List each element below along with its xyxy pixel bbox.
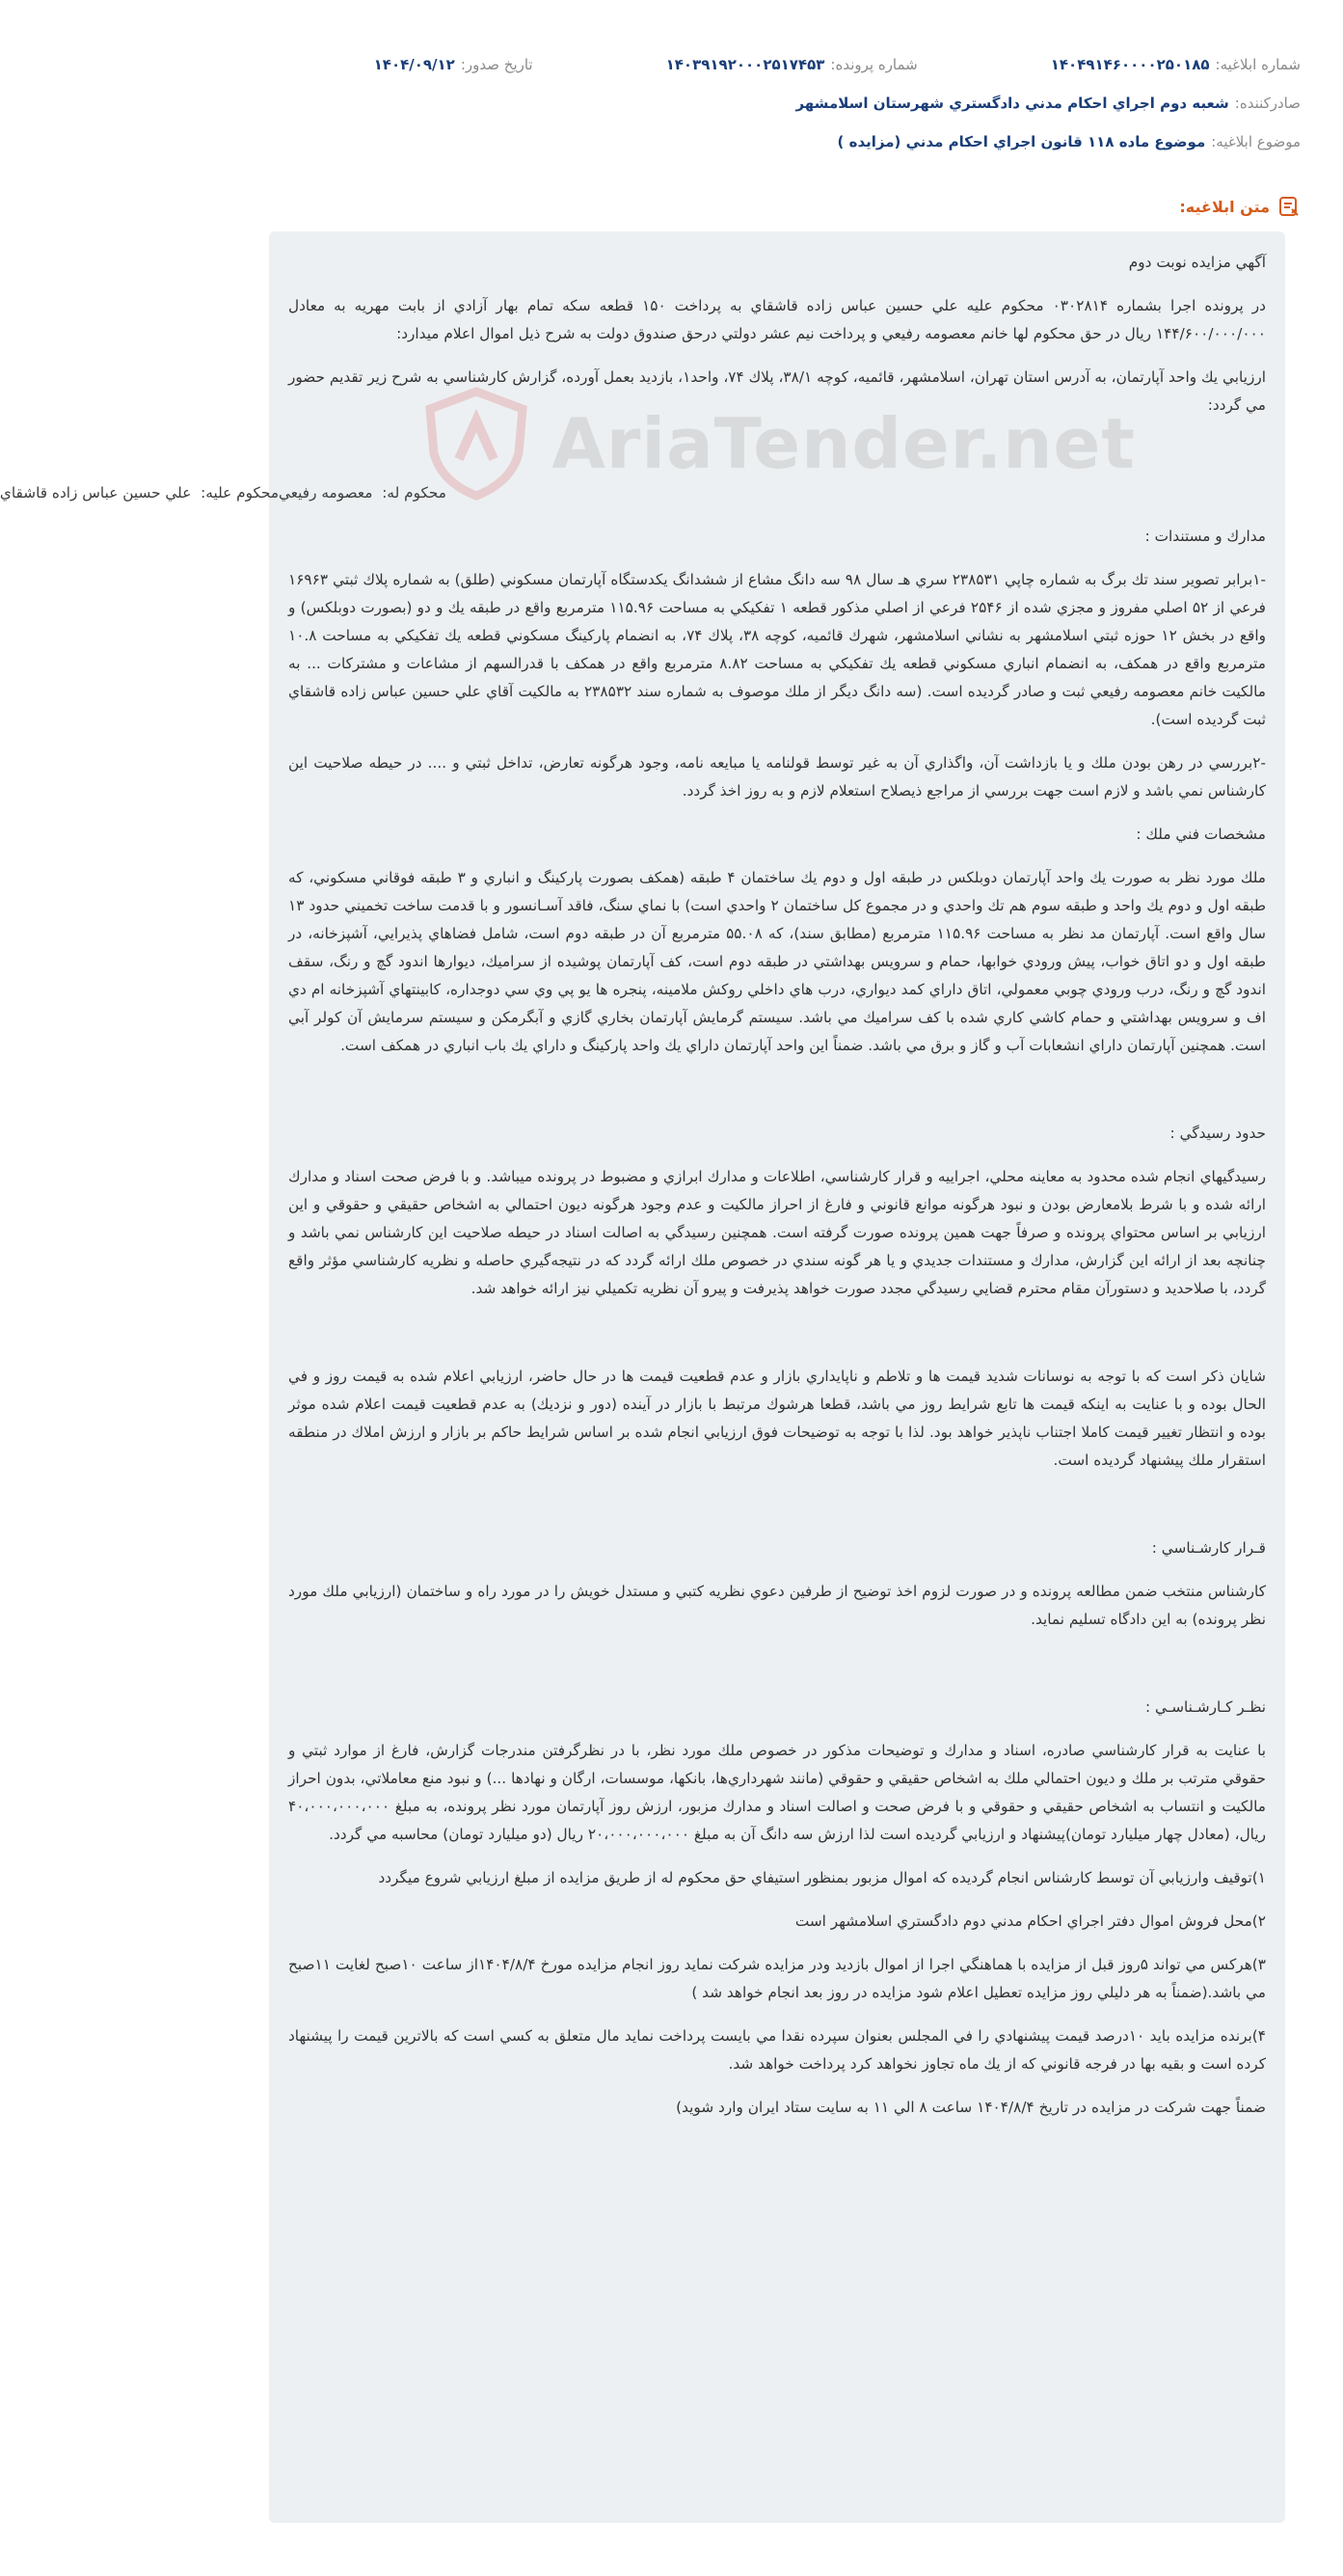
issuer-value: شعبه دوم اجراي احكام مدني دادگستري شهرستان اسلامشهر bbox=[795, 95, 1229, 112]
intro-paragraph: در پرونده اجرا بشماره ۰۳۰۲۸۱۴ محكوم عليه علي حسين عباس زاده قاشقاي به پرداخت ۱۵۰ قطعه سكه تمام بهار آزادي از بابت مهريه به معادل ۱۴۴/۶۰۰/۰۰۰/۰۰۰ ريال در حق محكوم لها خانم معصومه رفيعي و پرداخت نيم عشر دولتي درحق صندوق دولت به شرح ذيل اموال اعلام ميدارد: bbox=[288, 297, 1266, 342]
issue-date-value: ۱۴۰۴/۰۹/۱۲ bbox=[373, 56, 455, 73]
case-number-group bbox=[666, 56, 918, 73]
expert-opinion-heading: نظـر كـارشـناسـي : bbox=[1144, 1698, 1266, 1716]
issuer-row bbox=[254, 95, 1301, 112]
expert-order-paragraph: كارشناس منتخب ضمن مطالعه پرونده و در صورت لزوم اخذ توضيح از طرفين دعوي نظريه كتبي و مستدل خويش را در مورد راه و ساختمان (ارزيابي ملك مورد نظر پرونده) به اين دادگاه تسليم نمايد. bbox=[288, 1583, 1266, 1628]
condition-item-4: ۴)برنده مزايده بايد ۱۰درصد قيمت پيشنهادي را في المجلس بعنوان سپرده نقدا مي بايست پرداخت نمايد مال متعلق به كسي است كه بالاترين قيمت را پيشنهاد كرده است و بقيه بها در فرجه قانوني كه از يك ماه تجاوز نخواهد كرد پرداخت خواهد شد. bbox=[288, 2027, 1266, 2073]
watermark-text: AriaTender.net bbox=[551, 403, 1136, 484]
parties-row bbox=[0, 479, 1266, 507]
notice-content-box bbox=[0, 231, 1285, 2523]
plaintiff-label: محكوم له: bbox=[382, 484, 446, 502]
defendant-value: علي حسين عباس زاده قاشقاي bbox=[0, 484, 192, 502]
plaintiff-value: معصومه رفيعي bbox=[279, 484, 373, 502]
documents-item-2: -۲بررسي در رهن بودن ملك و يا بازداشت آن، واگذاري آن به غير توسط قولنامه يا مبايعه نامه، وجود هرگونه تعارض، تداخل ثبتي و .... در حيطه صلاحيت اين كارشناس نمي باشد و لازم است جهت بررسي از مراجع ذيصلاح استعلام لازم و به روز اخذ گردد. bbox=[288, 754, 1266, 800]
scope-paragraph: رسيدگيهاي انجام شده محدود به معاينه محلي، اجراييه و قرار كارشناسي، اطلاعات و مدارك ابرازي و مضبوط در پرونده ميباشد. و با فرض صحت اسناد و مدارك ارائه شده و با شرط بلامعارض بودن و نبود هرگونه موانع قانوني و فارغ از احراز مالكيت و عدم وجود هرگونه ديون احتمالي به اشخاص حقيقي و حقوقي و اين ارزيابي بر اساس محتواي پرونده و صرفاً جهت همين پرونده صورت گرفته است. همچنين رسيدگي به اصالت اسناد در حيطه صلاحيت اين كارشناس نمي باشد و چنانچه بعد از ارائه اين گزارش، مدارك و مستندات جديدي و يا هر گونه سندي در خصوص ملك ارائه گردد كه در نتيجه‌گيري حاصله و نظريه كارشناسي مؤثر واقع گردد، با صلاحديد و دستورآن مقام محترم قضايي رسيدگي مجدد صورت خواهد پذيرفت و پيرو آن نظريه تكميلي نيز ارائه خواهد شد. bbox=[288, 1168, 1266, 1297]
notice-document-icon bbox=[1277, 195, 1301, 218]
technical-specs-paragraph: ملك مورد نظر به صورت يك واحد آپارتمان دوبلكس در طبقه اول و دوم يك ساختمان ۴ طبقه (همكف بصورت پاركينگ و انباري و ۳ طبقه فوقاني مسكوني، كه طبقه اول و دوم يك واحد و طبقه سوم هم تك واحدي و در مجموع كل ساختمان ۲ واحدي است) با نماي سنگ، فاقد آسـانسور و با قدمت ساخت تخميني حدود ۱۳ سال واقع است. آپارتمان مد نظر به مساحت ۱۱۵.۹۶ مترمربع (مطابق سند)، كه ۵۵.۰۸ مترمربع آن در طبقه دوم است، شامل فضاهاي پذيرايي، آشپزخانه، در طبقه اول و دو اتاق خواب، پيش ورودي خوابها، حمام و سرويس بهداشتي در طبقه دوم است، كف آپارتمان پوشيده از سراميك، ديوارها اندود گچ و رنگ، سقف اندود گچ و رنگ، درب ورودي چوبي معمولي، اتاق داراي كمد ديواري، درب هاي داخلي روكش ملامينه، پنجره ها يو پي وي سي دوجداره، كابينتهاي آشپزخانه ام دي اف و سرويس بهداشتي و حمام كاشي كاري شده با كف سراميك مي باشد. سيستم گرمايش آپارتمان بخاري گازي و آبگرمكن و سيستم سرمايش آن كولر آبي است. همچنين آپارتمان داراي انشعابات آب و گاز و برق مي باشد. ضمناً اين واحد آپارتمان داراي يك واحد پاركينگ و داراي يك باب انباري در همكف است. bbox=[288, 869, 1267, 1054]
issue-date-label: تاريخ صدور: bbox=[460, 56, 533, 73]
case-number-label: شماره پرونده: bbox=[830, 56, 918, 73]
condition-item-1: ۱)توقيف وارزيابي آن توسط كارشناس انجام گرديده كه اموال مزبور بمنظور استيفاي حق محكوم له از طريق مزايده از مبلغ ارزيابي شروع ميگردد bbox=[378, 1869, 1266, 1886]
expert-order-heading: قـرار كارشـناسي : bbox=[1151, 1539, 1266, 1557]
condition-item-3: ۳)هركس مي تواند ۵روز قبل از مزايده با هماهنگي اجرا از اموال بازديد ودر مزايده شركت نمايد روز انجام مزايده مورخ ۱۴۰۴/۸/۴از ساعت ۱۰صبح لغايت ۱۱صبح مي باشد.(ضمناً به هر دليلي روز مزايده تعطيل اعلام شود مزايده در روز بعد انجام خواهد شد ) bbox=[288, 1956, 1266, 2001]
scope-heading: حدود رسيدگي : bbox=[1169, 1125, 1266, 1142]
subject-value: موضوع ماده ۱۱۸ قانون اجراي احكام مدني (مزايده ) bbox=[837, 133, 1206, 150]
subject-row bbox=[254, 133, 1301, 150]
notice-number-label: شماره ابلاغيه: bbox=[1215, 56, 1301, 73]
defendant-label: محكوم عليه: bbox=[201, 484, 280, 502]
notice-text-header bbox=[1179, 195, 1301, 218]
expert-opinion-paragraph: با عنايت به قرار كارشناسي صادره، اسناد و مدارك و توضيحات مذكور در خصوص ملك مورد نظر، با در نظرگرفتن مندرجات گزارش، فارغ از موارد ثبتي و حقوقي مترتب بر ملك و ديون احتمالي ملك به اشخاص حقيقي و حقوقي (مانند شهرداري‌ها، بانكها، موسسات، ارگان و نهادها ...) و نبود منع معاملاتي، بدون احراز مالكيت و انتساب به اشخاص حقيقي و حقوقي و با فرض صحت و اصالت اسناد و مدارك مزبور، ارزش روز آپارتمان مورد نظر پرونده، به مبلغ ۴۰،۰۰۰،۰۰۰،۰۰۰ ريال، (معادل چهار ميليارد تومان)پيشنهاد و ارزيابي گرديده است لذا ارزش سه دانگ آن به مبلغ ۲۰،۰۰۰،۰۰۰،۰۰۰ ريال (دو ميليارد تومان) محاسبه مي گردد. bbox=[288, 1742, 1266, 1843]
documents-item-1: -۱برابر تصوير سند تك برگ به شماره چاپي ۲۳۸۵۳۱ سري هـ سال ۹۸ سه دانگ مشاع از ششدانگ يكدستگاه آپارتمان مسكوني (طلق) به شماره پلاك ثبتي ۱۶۹۶۳ فرعي از ۵۲ اصلي مفروز و مجزي شده از ۲۵۴۶ فرعي از اصلي مذكور قطعه ۱ تفكيكي به مساحت ۱۱۵.۹۶ مترمربع واقع در طبقه يك و دو (بصورت دوبلكس) و واقع در بخش ۱۲ حوزه ثبتي اسلامشهر به نشاني اسلامشهر، شهرك قائميه، كوچه ۳۸، پلاك ۷۴، به انضمام پاركينگ مسكوني قطعه يك تفكيكي به مساحت ۱۰.۸ مترمربع واقع در همكف، به انضمام انباري مسكوني قطعه يك تفكيكي به مساحت ۸.۸۲ مترمربع واقع در همكف با قدرالسهم از مشاعات و مشتركات ... به مالكيت خانم معصومه رفيعي ثبت و صادر گرديده است. (سه دانگ ديگر از ملك موصوف به شماره سند ۲۳۸۵۳۲ به مالكيت آقاي علي حسين عباس زاده قاشقاي ثبت گرديده است). bbox=[288, 571, 1266, 728]
condition-item-5: ضمناً جهت شركت در مزايده در تاريخ ۱۴۰۴/۸/۴ ساعت ۸ الي ۱۱ به سايت ستاد ايران وارد شويد) bbox=[676, 2099, 1266, 2116]
subject-label: موضوع ابلاغيه: bbox=[1211, 133, 1301, 150]
appraisal-intro: ارزيابي يك واحد آپارتمان، به آدرس استان تهران، اسلامشهر، قائميه، كوچه ۳۸/۱، پلاك ۷۴، واحد۱، بازديد بعمل آورده، گزارش كارشناسي به شرح زير تقديم حضور مي گردد: bbox=[288, 368, 1266, 414]
notice-heading: آگهي مزايده نوبت دوم bbox=[1128, 254, 1266, 271]
notice-text-title: متن ابلاغيه: bbox=[1179, 197, 1270, 216]
market-note-paragraph: شايان ذكر است كه با توجه به نوسانات شديد قيمت ها و تلاطم و ناپايداري بازار و عدم قطعيت قيمت ها در حال حاضر، ارزيابي اعلام شده به قيمت روز و في الحال بوده و با عنايت به اينكه قيمت ها تابع شرايط روز مي باشد، قطعا هرشوك مرتبط با بازار در آينده (دور و نزديك) به عدم قطعيت قيمت اعلام شده موثر بوده و انتظار تغيير قيمت كاملا اجتناب ناپذير خواهد بود. لذا با توجه به توضيحات فوق ارزيابي انجام شده بر اساس شرايط حاكم بر بازار و ارزش املاك در منطقه استقرار ملك پيشنهاد گرديده است. bbox=[288, 1368, 1266, 1469]
notice-number-group bbox=[1051, 56, 1301, 73]
technical-specs-heading: مشخصات فني ملك : bbox=[1136, 826, 1266, 843]
condition-item-2: ۲)محل فروش اموال دفتر اجراي احكام مدني دوم دادگستري اسلامشهر است bbox=[794, 1912, 1266, 1930]
notice-number-value: ۱۴۰۴۹۱۴۶۰۰۰۰۲۵۰۱۸۵ bbox=[1050, 56, 1210, 73]
header-meta-row bbox=[254, 56, 1301, 73]
issue-date-group bbox=[374, 56, 533, 73]
documents-heading: مدارك و مستندات : bbox=[1144, 528, 1266, 545]
issuer-label: صادرکننده: bbox=[1234, 95, 1301, 112]
case-number-value: ۱۴۰۳۹۱۹۲۰۰۰۲۵۱۷۴۵۳ bbox=[665, 56, 825, 73]
